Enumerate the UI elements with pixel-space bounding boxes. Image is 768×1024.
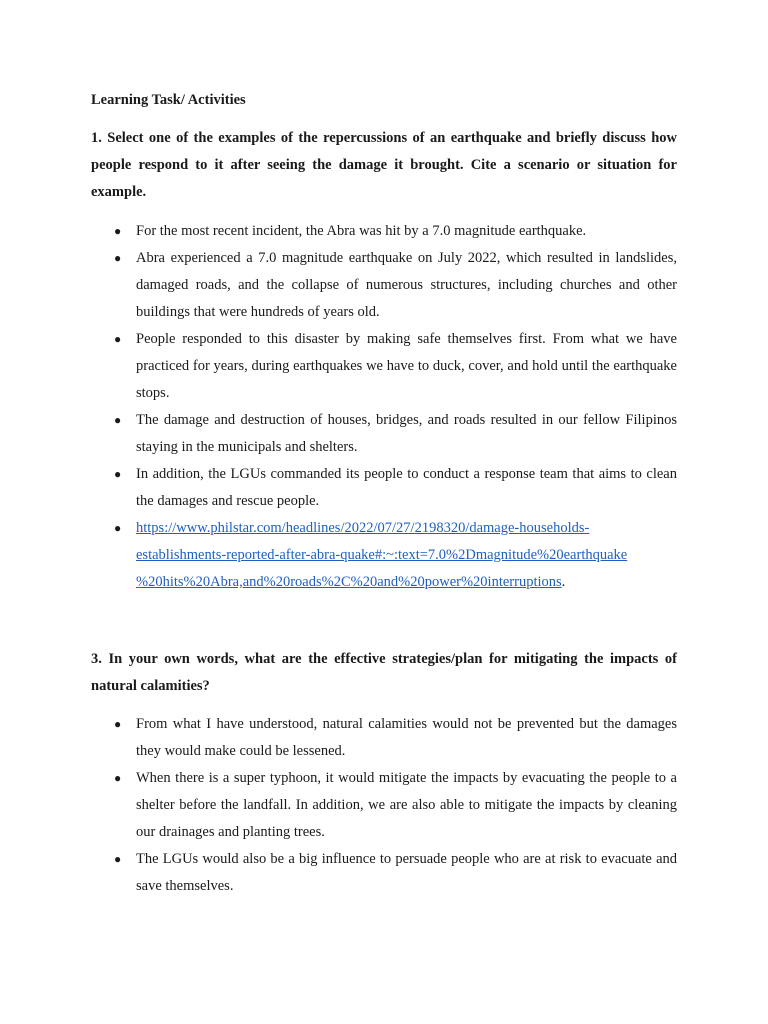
link-trailing-period: . <box>561 574 566 590</box>
list-item <box>114 245 677 326</box>
list-item-text: From what I have understood, natural calamities would not be prevented but the damages they would make could be lessened. <box>136 716 677 759</box>
bullet-icon: ● <box>114 224 122 238</box>
list-item <box>114 461 677 515</box>
list-item-text: People responded to this disaster by making safe themselves first. From what we have practiced for years, during earthquakes we have to duck, cover, and hold until the earthquake stops. <box>136 331 677 401</box>
answer-list-3 <box>114 711 677 900</box>
list-item-text: In addition, the LGUs commanded its people to conduct a response team that aims to clean the damages and rescue people. <box>136 466 677 509</box>
list-item <box>114 846 677 900</box>
section-heading: Learning Task/ Activities <box>91 92 246 108</box>
bullet-icon: ● <box>114 332 122 346</box>
question-3: 3. In your own words, what are the effective strategies/plan for mitigating the impacts of natural calamities? <box>91 651 677 694</box>
bullet-icon: ● <box>114 251 122 265</box>
list-item <box>114 765 677 846</box>
source-link[interactable] <box>136 520 627 590</box>
bullet-icon: ● <box>114 852 122 866</box>
list-item <box>114 407 677 461</box>
bullet-icon: ● <box>114 467 122 481</box>
question-1: 1. Select one of the examples of the repercussions of an earthquake and briefly discuss how people respond to it after seeing the damage it brought. Cite a scenario or situation for example. <box>91 130 677 200</box>
source-link-line-3: %20hits%20Abra,and%20roads%2C%20and%20power%20interruptions <box>136 574 562 590</box>
list-item-text: When there is a super typhoon, it would mitigate the impacts by evacuating the people to a shelter before the landfall. In addition, we are also able to mitigate the impacts by cleaning our drainages and planting trees. <box>136 770 677 840</box>
list-item <box>114 711 677 765</box>
bullet-icon: ● <box>114 521 122 535</box>
list-item-text: For the most recent incident, the Abra was hit by a 7.0 magnitude earthquake. <box>136 223 587 239</box>
answer-list-1 <box>114 218 677 596</box>
source-link-line-2: establishments-reported-after-abra-quake#:~:text=7.0%2Dmagnitude%20earthquake <box>136 547 628 563</box>
bullet-icon: ● <box>114 413 122 427</box>
list-item-text: Abra experienced a 7.0 magnitude earthquake on July 2022, which resulted in landslides, damaged roads, and the collapse of numerous structures, including churches and other buildings that were hundreds of years old. <box>136 250 677 320</box>
list-item <box>114 218 677 245</box>
bullet-icon: ● <box>114 717 122 731</box>
source-link-line-1: https://www.philstar.com/headlines/2022/07/27/2198320/damage-households- <box>136 520 590 536</box>
list-item <box>114 326 677 407</box>
list-item-text: The damage and destruction of houses, bridges, and roads resulted in our fellow Filipinos staying in the municipals and shelters. <box>136 412 677 455</box>
bullet-icon: ● <box>114 771 122 785</box>
list-item-text: The LGUs would also be a big influence to persuade people who are at risk to evacuate and save themselves. <box>136 851 677 894</box>
list-item-link <box>114 515 677 596</box>
